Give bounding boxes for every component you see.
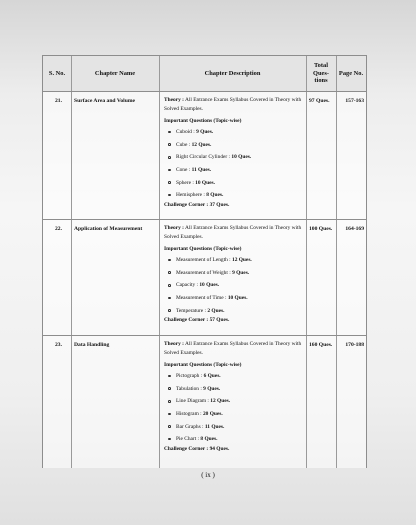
topic-list — [164, 371, 306, 447]
topic-name: Temperature : — [176, 307, 208, 314]
topic-count: 10 Ques. — [195, 179, 215, 186]
topic-count: 9 Ques. — [203, 385, 221, 392]
total-questions: 97 Ques. — [309, 98, 330, 104]
chapter-name: Surface Area and Volume — [74, 98, 135, 104]
row-number: 22. — [55, 226, 62, 232]
list-item — [164, 255, 306, 268]
row-number: 21. — [55, 98, 62, 104]
list-item — [164, 127, 306, 140]
list-item — [164, 152, 306, 165]
topic-name: Measurement of Time : — [176, 295, 228, 302]
theory-text: All Entrance Exams Syllabus Covered in Theory with Solved Examples. — [164, 225, 302, 240]
topic-name: Tabulation : — [176, 385, 204, 392]
challenge-corner: Challenge Corner : 57 Ques. — [164, 317, 230, 324]
list-item — [164, 396, 306, 409]
header-chapter-description: Chapter Description — [159, 56, 306, 91]
list-item — [164, 268, 306, 281]
page-range: 157-163 — [345, 98, 364, 104]
total-questions: 160 Ques. — [309, 342, 333, 348]
topic-count: 20 Ques. — [202, 411, 223, 418]
header-page-no: Page No. — [336, 56, 366, 91]
list-item — [164, 178, 306, 191]
topic-count: 9 Ques. — [196, 129, 214, 136]
list-item — [164, 384, 306, 397]
column-divider — [336, 56, 337, 468]
list-item — [164, 306, 306, 319]
topic-name: Pie Chart : — [176, 436, 201, 443]
topic-count: 12 Ques. — [210, 398, 231, 405]
theory-line — [164, 96, 306, 113]
header-chapter-name: Chapter Name — [71, 56, 159, 91]
theory-label: Theory : — [164, 97, 184, 103]
theory-text: All Entrance Exams Syllabus Covered in Theory with Solved Examples. — [164, 97, 302, 112]
chapter-name: Data Handling — [74, 342, 110, 348]
topic-name: Bar Graphs : — [176, 423, 205, 430]
header-total-questions: Total Ques- tions — [306, 56, 336, 91]
chapter-description — [164, 340, 306, 453]
topic-name: Measurement of Length : — [176, 257, 232, 264]
topic-count: 10 Ques. — [231, 154, 252, 161]
list-item — [164, 434, 306, 447]
challenge-corner: Challenge Corner : 94 Ques. — [164, 445, 230, 452]
total-questions: 100 Ques. — [309, 226, 333, 232]
page-number: ( ix ) — [201, 471, 215, 479]
topic-count: 10 Ques. — [199, 282, 220, 289]
topic-count: 11 Ques. — [204, 423, 225, 430]
chapter-description — [164, 224, 306, 325]
header-sno: S. No. — [43, 56, 71, 91]
list-item — [164, 293, 306, 306]
page-range: 164-169 — [345, 226, 364, 232]
topic-name: Right Circular Cylinder : — [176, 154, 232, 161]
topic-name: Measurement of Weight : — [176, 269, 233, 276]
important-questions-label: Important Questions (Topic-wise) — [164, 245, 242, 252]
topic-count: 10 Ques. — [227, 295, 248, 302]
topic-count: 12 Ques. — [191, 141, 212, 148]
topic-list — [164, 127, 306, 203]
column-divider — [159, 56, 160, 468]
row-number: 23. — [55, 342, 62, 348]
important-questions-label: Important Questions (Topic-wise) — [164, 117, 242, 124]
topic-name: Cube : — [176, 141, 192, 148]
topic-name: Sphere : — [176, 179, 196, 186]
list-item — [164, 371, 306, 384]
list-item — [164, 140, 306, 153]
topic-name: Histogram : — [176, 411, 203, 418]
chapter-name: Application of Measurement — [74, 226, 143, 232]
chapter-table — [42, 55, 367, 468]
challenge-corner: Challenge Corner : 37 Ques. — [164, 201, 230, 208]
topic-count: 8 Ques. — [206, 192, 224, 199]
theory-text: All Entrance Exams Syllabus Covered in Theory with Solved Examples. — [164, 341, 302, 356]
topic-name: Line Diagram : — [176, 398, 211, 405]
column-divider — [306, 56, 307, 468]
topic-count: 9 Ques. — [232, 269, 250, 276]
page-range: 170-188 — [345, 342, 364, 348]
topic-count: 11 Ques. — [191, 167, 212, 174]
chapter-description — [164, 96, 306, 209]
list-item — [164, 165, 306, 178]
theory-label: Theory : — [164, 341, 184, 347]
topic-list — [164, 255, 306, 318]
row-divider — [43, 335, 366, 336]
list-item — [164, 190, 306, 203]
topic-name: Pictograph : — [176, 373, 204, 380]
topic-name: Hemisphere : — [176, 192, 207, 199]
topic-name: Capacity : — [176, 282, 200, 289]
theory-label: Theory : — [164, 225, 184, 231]
theory-line — [164, 224, 306, 241]
list-item — [164, 280, 306, 293]
topic-count: 6 Ques. — [203, 373, 221, 380]
topic-count: 12 Ques. — [232, 257, 252, 264]
topic-name: Cone : — [176, 167, 192, 174]
topic-count: 8 Ques. — [200, 436, 218, 443]
list-item — [164, 422, 306, 435]
row-divider — [43, 91, 366, 92]
important-questions-label: Important Questions (Topic-wise) — [164, 361, 242, 368]
topic-name: Cuboid : — [176, 129, 197, 136]
row-divider — [43, 219, 366, 220]
theory-line — [164, 340, 306, 357]
list-item — [164, 409, 306, 422]
column-divider — [71, 56, 72, 468]
topic-count: 2 Ques. — [207, 307, 225, 314]
